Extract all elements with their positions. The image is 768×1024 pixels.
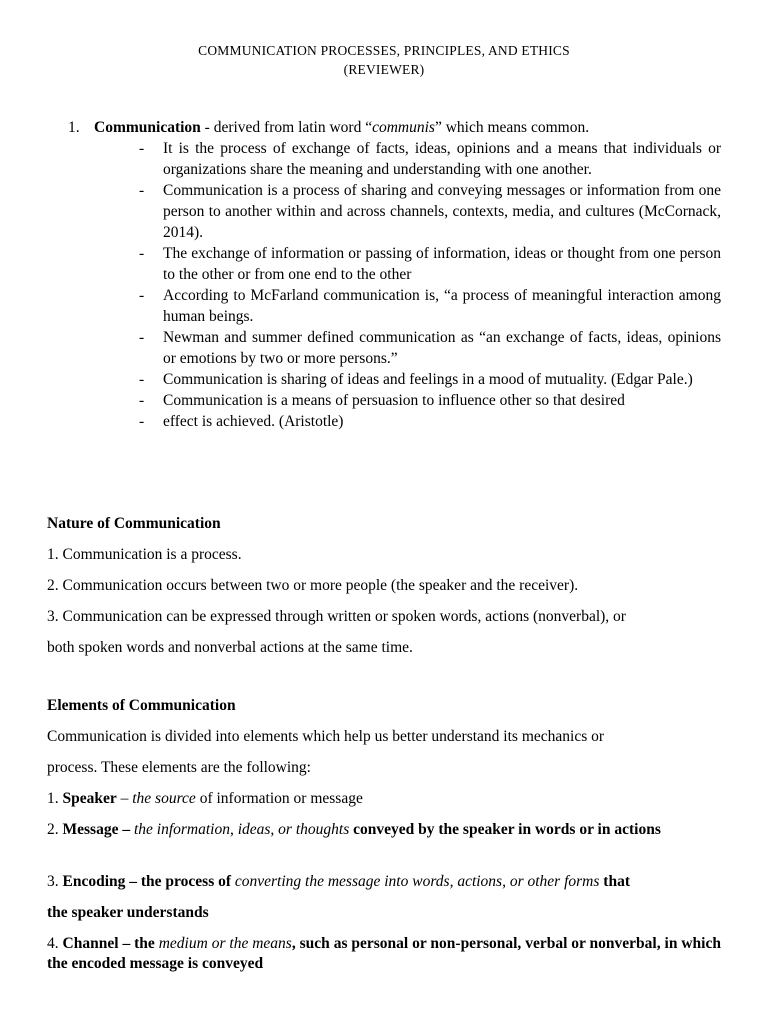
element-encoding — [47, 872, 721, 892]
element-term: Message — [62, 821, 119, 838]
element-channel — [47, 934, 721, 974]
element-italic: medium or the means — [158, 935, 292, 952]
definition-bullet: - Communication is sharing of ideas and feelings in a mood of mutuality. (Edgar Pale.) — [139, 369, 721, 390]
definition-bullet: - Newman and summer defined communication as “an exchange of facts, ideas, opinions or emotions by two or more persons.” — [139, 327, 721, 369]
definition-bullet: - It is the process of exchange of facts, ideas, opinions and a means that individuals or organizations share the meaning and understanding with one another. — [139, 138, 721, 180]
definition-bullet: - According to McFarland communication is, “a process of meaningful interaction among human beings. — [139, 285, 721, 327]
definition-bullet: - Communication is a process of sharing and conveying messages or information from one person to another within and across channels, contexts, media, and cultures (McCornack, 2014). — [139, 180, 721, 243]
element-dash: – — [118, 821, 134, 838]
element-speaker — [47, 789, 721, 809]
definition-bullet: - Communication is a means of persuasion to influence other so that desired — [139, 390, 721, 411]
element-rest: that — [599, 873, 630, 890]
definition-heading — [68, 118, 728, 138]
document-title: COMMUNICATION PROCESSES, PRINCIPLES, AND ETHICS — [198, 43, 570, 58]
definition-number: 1. — [68, 119, 80, 136]
element-term: Channel — [62, 935, 119, 952]
definition-term: Communication — [94, 119, 201, 136]
nature-item: 2. Communication occurs between two or more people (the speaker and the receiver). — [47, 577, 579, 594]
element-number: 3. — [47, 873, 63, 890]
element-number: 1. — [47, 790, 63, 807]
element-number: 4. — [47, 935, 63, 952]
nature-item: 1. Communication is a process. — [47, 546, 242, 563]
element-term: Speaker — [62, 790, 117, 807]
definition-rest: ” which means common. — [434, 119, 590, 136]
element-rest: , such as personal or non-personal, verbal or nonverbal, in which the encoded message is conveyed — [47, 935, 721, 972]
element-number: 2. — [47, 821, 63, 838]
nature-heading-text: Nature of Communication — [47, 515, 221, 532]
element-rest: conveyed by the speaker in words or in actions — [349, 821, 661, 838]
element-encoding-cont: the speaker understands — [47, 904, 209, 921]
element-message — [47, 820, 721, 840]
element-dash: – — [116, 790, 133, 807]
element-italic: converting the message into words, actions, or other forms — [234, 873, 600, 890]
elements-intro: process. These elements are the following: — [47, 759, 311, 776]
element-dash: – the process of — [125, 873, 235, 890]
nature-item: 3. Communication can be expressed through written or spoken words, actions (nonverbal), or — [47, 608, 626, 625]
elements-heading — [47, 696, 721, 716]
definition-bullet: - effect is achieved. (Aristotle) — [139, 411, 721, 432]
definition-latin: communis — [372, 119, 435, 136]
elements-intro: Communication is divided into elements which help us better understand its mechanics or — [47, 728, 605, 745]
nature-item: both spoken words and nonverbal actions at the same time. — [47, 639, 413, 656]
elements-heading-text: Elements of Communication — [47, 697, 236, 714]
definition-bullet: - The exchange of information or passing of information, ideas or thought from one person to the other or from one end to the other — [139, 243, 721, 285]
definition-bullet-list — [139, 138, 721, 432]
element-term: Encoding — [62, 873, 126, 890]
element-italic: the source — [132, 790, 196, 807]
nature-heading — [47, 514, 721, 534]
element-rest: of information or message — [195, 790, 363, 807]
element-italic: the information, ideas, or thoughts — [133, 821, 350, 838]
element-dash: – the — [118, 935, 159, 952]
document-subtitle: (REVIEWER) — [343, 62, 425, 77]
definition-sep: - derived from latin word “ — [200, 119, 373, 136]
